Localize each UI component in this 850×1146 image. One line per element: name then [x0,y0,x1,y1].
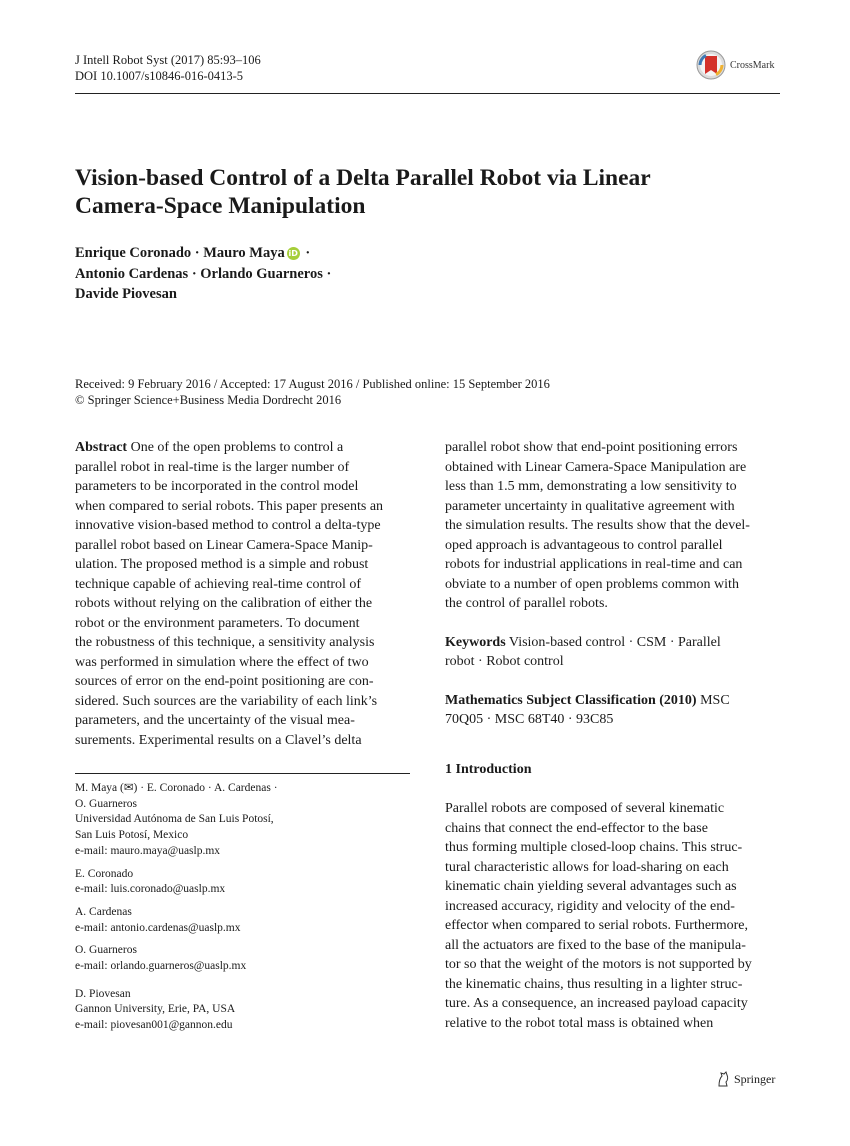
abstract-line: robots without relying on the calibration of either the [75,596,373,611]
authors-separator: · [301,245,311,261]
journal-citation: J Intell Robot Syst (2017) 85:93–106 [75,53,261,67]
affiliation-line: O. Guarneros [75,944,137,957]
title-line: Vision-based Control of a Delta Parallel Robot via Linear [75,165,651,191]
article-dates [75,376,780,408]
intro-line: increased accuracy, rigidity and velocity of the end- [445,898,735,914]
intro-line: chains that connect the end-effector to the base [445,820,708,836]
affiliation-line: D. Piovesan [75,987,131,1000]
affiliation-block [75,987,415,1034]
affiliation-block [75,943,415,974]
springer-horse-icon [716,1071,730,1087]
copyright: © Springer Science+Business Media Dordrecht 2016 [75,393,342,407]
msc-line: 70Q05 · MSC 68T40 · 93C85 [445,712,614,727]
footnote-rule [75,773,410,774]
affiliation-block [75,781,415,860]
affiliation-line: E. Coronado [75,867,134,880]
crossmark-badge[interactable] [696,49,806,81]
abstract-line: obtained with Linear Camera-Space Manipulation are [445,459,747,475]
abstract-label: Abstract [75,440,128,455]
affiliation-block [75,905,415,936]
email-link[interactable]: e-mail: orlando.guarneros@uaslp.mx [75,960,247,973]
affiliation-line: M. Maya (✉) · E. Coronado · A. Cardenas · [75,782,278,794]
email-link[interactable]: e-mail: mauro.maya@uaslp.mx [75,844,221,857]
abstract-line: sidered. Such sources are the variability of each link’s [75,693,378,709]
abstract-line: parallel robot in real-time is the larger number of [75,459,350,475]
abstract-line: parameters, and the uncertainty of the visual mea- [75,713,355,728]
abstract-line: the control of parallel robots. [445,596,608,611]
email-link[interactable]: e-mail: piovesan001@gannon.edu [75,1019,233,1032]
affiliation-line: O. Guarneros [75,797,137,810]
abstract-line: ulation. The proposed method is a simple and robust [75,557,369,572]
abstract-line: parallel robot show that end-point positioning errors [445,440,738,455]
abstract-line: parameter uncertainty in qualitative agreement with [445,498,735,514]
affiliation-block [75,867,415,898]
abstract-line: obviate to a number of open problems common with [445,576,739,592]
crossmark-icon [696,50,726,80]
section-heading: 1 Introduction [445,761,532,777]
intro-line: tor so that the weight of the motors is not supported by [445,957,752,972]
publisher-footer [716,1071,775,1087]
intro-line: thus forming multiple closed-loop chains. This struc- [445,840,743,855]
author-list [75,243,575,305]
affiliations [75,781,415,1041]
abstract-line: robot or the environment parameters. To document [75,615,360,631]
abstract-left [75,438,410,750]
title-line: Camera-Space Manipulation [75,193,366,219]
intro-line: ture. As a consequence, an increased payload capacity [445,996,748,1011]
affiliation-line: Gannon University, Erie, PA, USA [75,1003,236,1016]
keywords-line: robot · Robot control [445,654,564,669]
abstract-line: parameters to be incorporated in the control model [75,479,359,494]
abstract-line: parallel robot based on Linear Camera-Space Manip- [75,537,373,553]
authors-line: Enrique Coronado · Mauro Maya [75,245,285,261]
header-rule [75,93,780,94]
abstract-line: Abstract One of the open problems to control a [75,440,344,455]
intro-line: tural characteristic allows for load-sharing on each [445,859,729,875]
right-column [445,438,780,1033]
abstract-line: robots for industrial applications in real-time and can [445,557,743,572]
paper-title [75,164,775,220]
intro-line: all the actuators are fixed to the base of the manipula- [445,937,746,953]
journal-header [75,52,261,84]
abstract-line: innovative vision-based method to control a delta-type [75,518,381,533]
abstract-line: the simulation results. The results show that the devel- [445,518,750,533]
crossmark-label: CrossMark [730,59,775,71]
abstract-line: was performed in simulation where the effect of two [75,654,369,670]
abstract-line: technique capable of achieving real-time control of [75,576,362,592]
abstract-line: less than 1.5 mm, demonstrating a low sensitivity to [445,479,737,494]
authors-line: Antonio Cardenas · Orlando Guarneros · [75,265,332,282]
abstract-line: the robustness of this technique, a sensitivity analysis [75,635,375,650]
orcid-icon[interactable]: iD [288,249,298,258]
intro-line: relative to the robot total mass is obtained when [445,1015,714,1031]
msc: Mathematics Subject Classification (2010) MSC [445,692,730,708]
msc-label: Mathematics Subject Classification (2010) [445,692,697,708]
doi[interactable]: DOI 10.1007/s10846-016-0413-5 [75,69,244,83]
affiliation-line: A. Cardenas [75,905,132,918]
intro-line: Parallel robots are composed of several kinematic [445,801,725,816]
keywords-label: Keywords [445,634,506,650]
intro-line: the kinematic chains, thus resulting in a lighter struc- [445,976,743,992]
abstract-line: surements. Experimental results on a Clavel’s delta [75,732,362,748]
affiliation-line: San Luis Potosí, Mexico [75,829,189,842]
received-dates: Received: 9 February 2016 / Accepted: 17 August 2016 / Published online: 15 September 2016 [75,377,550,391]
intro-line: effector when compared to serial robots. Furthermore, [445,918,748,933]
abstract-line: sources of error on the end-point positioning are con- [75,674,374,689]
authors-line: Davide Piovesan [75,286,177,302]
email-link[interactable]: e-mail: antonio.cardenas@uaslp.mx [75,921,241,934]
email-link[interactable]: e-mail: luis.coronado@uaslp.mx [75,883,226,896]
abstract-line: when compared to serial robots. This paper presents an [75,498,384,514]
abstract-line: oped approach is advantageous to control parallel [445,537,723,553]
keywords: Keywords Vision-based control · CSM · Parallel [445,634,721,650]
affiliation-line: Universidad Autónoma de San Luis Potosí, [75,813,274,826]
intro-line: kinematic chain yielding several advantages such as [445,879,737,894]
publisher-name: Springer [734,1071,776,1086]
